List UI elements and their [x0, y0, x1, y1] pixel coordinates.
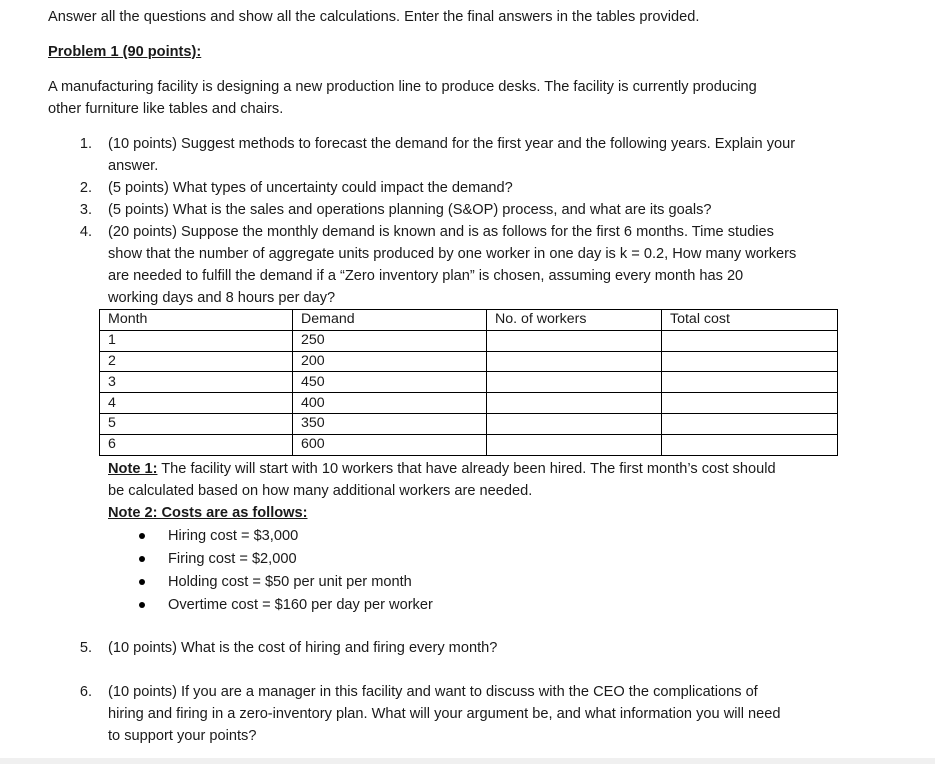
table-header-row: [100, 310, 838, 331]
question-4-line-4: working days and 8 hours per day?: [108, 290, 336, 306]
note-1-line-1: [108, 459, 776, 479]
demand-cell: 450: [293, 372, 487, 393]
demand-cell: 400: [293, 393, 487, 414]
question-2-number: 2.: [79, 180, 92, 196]
table-row: [100, 351, 838, 372]
month-cell: 6: [100, 434, 293, 455]
bullet-icon: [139, 579, 145, 585]
month-cell: 4: [100, 393, 293, 414]
intro-line-2: other furniture like tables and chairs.: [48, 101, 284, 117]
question-3-line-1: (5 points) What is the sales and operations planning (S&OP) process, and what are its goals?: [108, 202, 712, 218]
month-cell: 2: [100, 351, 293, 372]
month-cell: 3: [100, 372, 293, 393]
bullet-icon: [139, 533, 145, 539]
month-cell: 5: [100, 413, 293, 434]
question-4-line-3: are needed to fulfill the demand if a “Zero inventory plan” is chosen, assuming every month has 20: [108, 268, 744, 284]
question-6-line-3: to support your points?: [108, 728, 257, 744]
note-1-text: The facility will start with 10 workers that have already been hired. The first month’s cost should: [157, 461, 776, 477]
problem-heading: Problem 1 (90 points):: [48, 44, 202, 60]
demand-cell: 250: [293, 330, 487, 351]
note-1-line-2: be calculated based on how many additional workers are needed.: [108, 483, 533, 499]
table-row: [100, 434, 838, 455]
total-cost-cell[interactable]: [662, 330, 838, 351]
header-demand: Demand: [293, 310, 487, 331]
question-5-line-1: (10 points) What is the cost of hiring and firing every month?: [108, 640, 498, 656]
demand-cell: 350: [293, 413, 487, 434]
demand-table: [99, 309, 838, 456]
intro-line-1: A manufacturing facility is designing a new production line to produce desks. The facility is currently producing: [48, 79, 757, 95]
total-cost-cell[interactable]: [662, 393, 838, 414]
workers-cell[interactable]: [487, 330, 662, 351]
workers-cell[interactable]: [487, 434, 662, 455]
question-6-line-1: (10 points) If you are a manager in this facility and want to discuss with the CEO the complications of: [108, 684, 758, 700]
question-3-number: 3.: [79, 202, 92, 218]
demand-cell: 600: [293, 434, 487, 455]
question-6-line-2: hiring and firing in a zero-inventory plan. What will your argument be, and what information you will need: [108, 706, 781, 722]
workers-cell[interactable]: [487, 393, 662, 414]
question-4-line-2: show that the number of aggregate units produced by one worker in one day is k = 0.2, How many workers: [108, 246, 797, 262]
bullet-icon: [139, 556, 145, 562]
workers-cell[interactable]: [487, 351, 662, 372]
question-2-line-1: (5 points) What types of uncertainty could impact the demand?: [108, 180, 513, 196]
note-2-label: Note 2: Costs are as follows:: [108, 505, 308, 521]
header-month: Month: [100, 310, 293, 331]
table-row: [100, 413, 838, 434]
page-bottom-divider: [0, 758, 935, 764]
table-row: [100, 393, 838, 414]
table-row: [100, 372, 838, 393]
note-1-label: Note 1:: [108, 461, 158, 477]
header-workers: No. of workers: [487, 310, 662, 331]
question-1-line-1: (10 points) Suggest methods to forecast the demand for the first year and the following years. Explain your: [108, 136, 796, 152]
question-1-line-2: answer.: [108, 158, 159, 174]
total-cost-cell[interactable]: [662, 434, 838, 455]
question-6-number: 6.: [79, 684, 92, 700]
question-4-number: 4.: [79, 224, 92, 240]
workers-cell[interactable]: [487, 372, 662, 393]
overtime-cost: Overtime cost = $160 per day per worker: [168, 597, 433, 613]
table-row: [100, 330, 838, 351]
demand-cell: 200: [293, 351, 487, 372]
month-cell: 1: [100, 330, 293, 351]
question-5-number: 5.: [79, 640, 92, 656]
firing-cost: Firing cost = $2,000: [168, 551, 297, 567]
workers-cell[interactable]: [487, 413, 662, 434]
total-cost-cell[interactable]: [662, 413, 838, 434]
bullet-icon: [139, 602, 145, 608]
question-4-line-1: (20 points) Suppose the monthly demand is known and is as follows for the first 6 months. Time studies: [108, 224, 774, 240]
total-cost-cell[interactable]: [662, 372, 838, 393]
total-cost-cell[interactable]: [662, 351, 838, 372]
hiring-cost: Hiring cost = $3,000: [168, 528, 299, 544]
instructions-text: Answer all the questions and show all the calculations. Enter the final answers in the tables provided.: [48, 9, 700, 25]
holding-cost: Holding cost = $50 per unit per month: [168, 574, 412, 590]
header-total-cost: Total cost: [662, 310, 838, 331]
question-1-number: 1.: [79, 136, 92, 152]
